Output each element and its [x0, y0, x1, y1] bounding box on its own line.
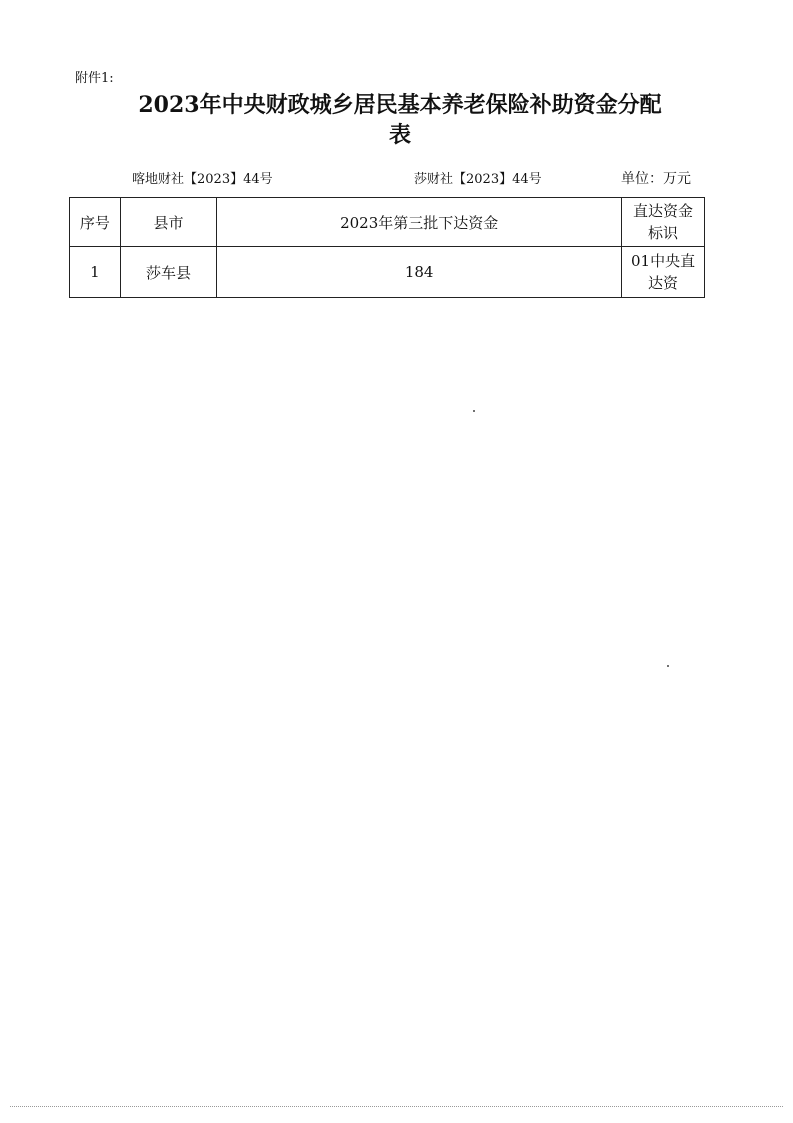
- table-header-row: [70, 198, 705, 247]
- page-title-line2: 表: [388, 122, 411, 148]
- cell-flag: [622, 247, 705, 298]
- cell-county: 莎车县: [120, 247, 217, 298]
- page-title-line1: 2023年中央财政城乡居民基本养老保险补助资金分配: [138, 92, 662, 118]
- attachment-label: 附件1:: [75, 71, 114, 86]
- header-no: 序号: [70, 198, 121, 247]
- scan-speck: [473, 410, 475, 412]
- header-amount: 2023年第三批下达资金: [217, 198, 622, 247]
- header-county: 县市: [120, 198, 217, 247]
- table-row: [70, 247, 705, 298]
- document-number-left: 喀地财社【2023】44号: [132, 172, 273, 187]
- header-flag-text: 直达资金标识: [633, 202, 694, 242]
- page-title: [60, 90, 740, 150]
- header-flag: [622, 198, 705, 247]
- cell-no: 1: [70, 247, 121, 298]
- allocation-table: [69, 197, 705, 298]
- cell-amount: 184: [217, 247, 622, 298]
- scan-edge-noise: [10, 1106, 783, 1107]
- cell-flag-text: 01中央直达资: [630, 252, 696, 292]
- document-number-mid: 莎财社【2023】44号: [414, 172, 542, 187]
- unit-label: 单位：万元: [621, 171, 691, 187]
- scan-speck: [667, 665, 669, 667]
